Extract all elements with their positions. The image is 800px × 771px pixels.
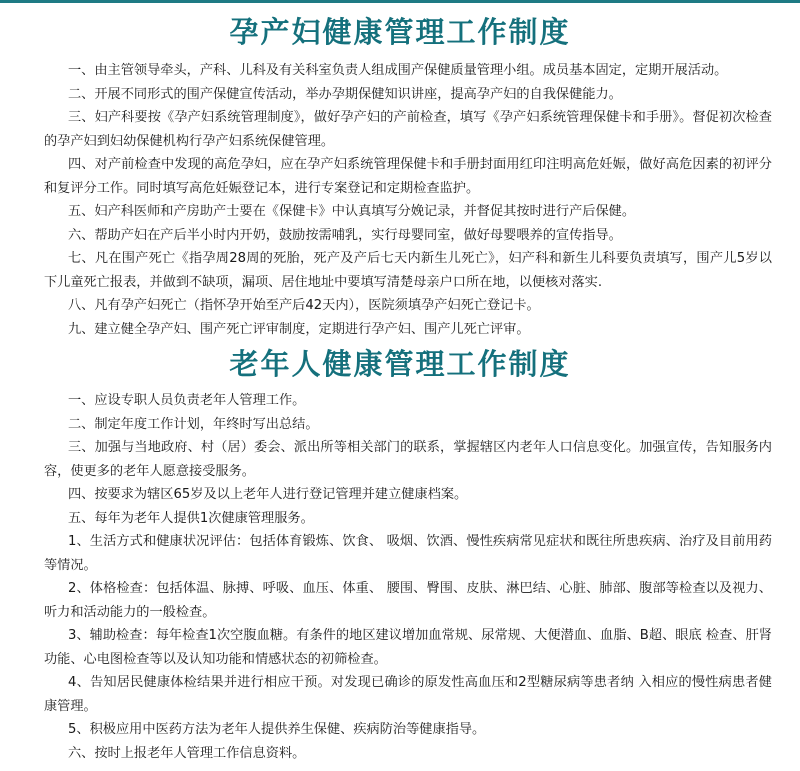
list-item: 六、按时上报老年人管理工作信息资料。 bbox=[68, 745, 306, 761]
list-item: 七、凡在围产死亡《指孕周28周的死胎，死产及产后七天内新生儿死亡》，妇产科和新生儿科要负责填写，围产儿5岁以下儿童死亡报表，并做到不缺项，漏项、居住地址中要填写清楚母亲户口所在地，以便核对落实. bbox=[44, 251, 772, 290]
list-item: 五、妇产科医师和产房助产士要在《保健卡》中认真填写分娩记录，并督促其按时进行产后保健。 bbox=[68, 204, 636, 219]
list-item: 4、告知居民健康体检结果并进行相应干预。对发现已确诊的原发性高血压和2型糖尿病等患者纳 入相应的慢性病患者健康管理。 bbox=[44, 675, 772, 714]
list-item: 九、建立健全孕产妇、围产死亡评审制度，定期进行孕产妇、围产儿死亡评审。 bbox=[68, 321, 530, 337]
list-item: 六、帮助产妇在产后半小时内开奶，鼓励按需哺乳，实行母婴同室，做好母婴喂养的宣传指导。 bbox=[68, 227, 622, 243]
list-item: 四、对产前检查中发现的高危孕妇，应在孕产妇系统管理保健卡和手册封面用红印注明高危妊娠，做好高危因素的初评分和复评分工作。同时填写高危妊娠登记本，进行专案登记和定期检查监护。 bbox=[44, 157, 772, 196]
list-item: 1、生活方式和健康状况评估：包括体育锻炼、饮食、 吸烟、饮酒、慢性疾病常见症状和既往所患疾病、治疗及目前用药等情况。 bbox=[44, 534, 772, 573]
list-item: 二、制定年度工作计划，年终时写出总结。 bbox=[68, 416, 319, 432]
list-item: 五、每年为老年人提供1次健康管理服务。 bbox=[68, 510, 314, 526]
list-item: 3、辅助检查：每年检查1次空腹血糖。有条件的地区建议增加血常规、尿常规、大便潜血、血脂、B超、眼底 检查、肝肾功能、心电图检查等以及认知功能和情感状态的初筛检查。 bbox=[44, 628, 772, 667]
list-item: 2、体格检查：包括体温、脉搏、呼吸、血压、体重、 腰围、臀围、皮肤、淋巴结、心脏、肺部、腹部等检查以及视力、听力和活动能力的一般检查。 bbox=[44, 581, 772, 620]
list-item: 三、妇产科要按《孕产妇系统管理制度》，做好孕产妇的产前检查，填写《孕产妇系统管理保健卡和手册》。督促初次检查的孕产妇到妇幼保健机构行孕产妇系统保健管理。 bbox=[44, 110, 772, 149]
list-item: 5、积极应用中医药方法为老年人提供养生保健、疾病防治等健康指导。 bbox=[68, 722, 486, 737]
list-item: 四、按要求为辖区65岁及以上老年人进行登记管理并建立健康档案。 bbox=[68, 487, 468, 502]
list-item: 八、凡有孕产妇死亡（指怀孕开始至产后42天内），医院须填孕产妇死亡登记卡。 bbox=[68, 298, 540, 313]
list-item: 二、开展不同形式的围产保健宣传活动，举办孕期保健知识讲座，提高孕产妇的自我保健能力。 bbox=[68, 86, 622, 102]
section-title-maternal: 孕产妇健康管理工作制度 bbox=[229, 15, 571, 49]
elderly-rules-list bbox=[0, 389, 800, 765]
section-title-elderly: 老年人健康管理工作制度 bbox=[229, 347, 571, 381]
maternal-rules-list bbox=[0, 59, 800, 341]
list-item: 一、由主管领导牵头，产科、儿科及有关科室负责人组成围产保健质量管理小组。成员基本固定，定期开展活动。 bbox=[68, 63, 728, 78]
list-item: 三、加强与当地政府、村（居）委会、派出所等相关部门的联系，掌握辖区内老年人口信息变化。加强宣传，告知服务内容，使更多的老年人愿意接受服务。 bbox=[44, 440, 772, 479]
list-item: 一、应设专职人员负责老年人管理工作。 bbox=[68, 393, 306, 408]
